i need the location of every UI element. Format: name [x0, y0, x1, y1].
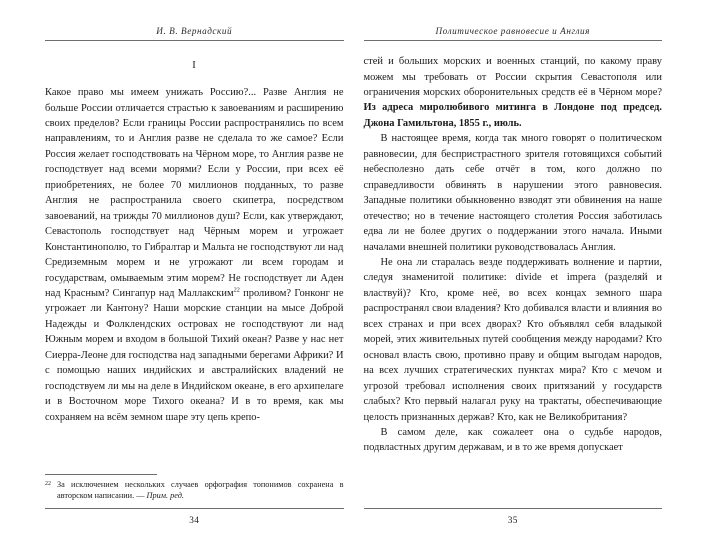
right-paragraph-3: Не она ли старалась везде поддерживать волнение и партии, следуя знаменитой политике: divide et impera (разделяй и властвуй)? Кто, кроме неё, во всех концах земного шара распространял свои владения? Кто добивался власти и влияния во всех странах и при всех дворах? Кто объявлял себя владыкой морей, этих живительных путей сообщения между народами? Кто основал власть свою, противно праву и общим выгодам народов, на всех лучших стратегических пунктах мира? Кто с мечом и угрозой требовал исполнения своих притязаний у государств слабых? Кто первый налагал руку на трактаты, обеспечивающие целость признанных держав? Кто, как не Великобритания?	[363, 257, 662, 423]
footnote-number: 22	[45, 481, 51, 488]
section-number: I	[192, 60, 197, 72]
folio-rule-left	[45, 508, 344, 509]
footnote-text	[57, 479, 344, 502]
left-paragraph-1-text: Какое право мы имеем унижать Россию?... Разве Англия не больше России отличается страстью к завоеваниям и расширению своих пределов? Если границы России распространялись по всем направлениям, то и Англия разве не сделала то же самое? Если Россия желает господствовать на Чёрном море, то Англия разве не господствует над всеми морями? Если у России, при всех её приобретениях, не более 70 миллионов подданных, то разве Англия не распространила своего скипетра, посредством завоеваний, на трижды 70 миллионов душ? Если, как утверждают, Севастополь господствует над Чёрным морем и угрожает Константинополю, то Гибралтар и Мальта не господствуют ли над Средиземным морем и не угрожают ли всем городам и государствам, омываемым этим морем? Не господствует ли Аден над Красным? Сингапур над Маллакским	[45, 87, 344, 299]
footnote-text-main: За исключением нескольких случаев орфография топонимов сохранена в авторском написании. —	[57, 479, 344, 501]
right-page	[354, 0, 707, 540]
running-head-right: Политическое равновесие и Англия	[435, 26, 590, 36]
left-page-body	[45, 41, 344, 502]
running-head-left: И. В. Вернадский	[156, 26, 233, 36]
folio-rule-right	[364, 508, 663, 509]
left-page-footer	[45, 502, 344, 526]
right-paragraph-1-text: стей и больших морских и военных станций, по какому праву можем мы требовать от России скрытия Севастополя или ограничения морских оборонительных средств её в Чёрном море?	[363, 56, 662, 99]
left-page-header	[45, 26, 344, 41]
left-paragraph-1-continued: проливом? Гонконг не угрожает ли Кантону? Наши морские станции на мысе Доброй Надежды и Фолклендских островах не господствуют ли над Южным морем и входом в большой Тихий океан? Разве у нас нет Сиерра-Леоне для господства над западными берегами Африки? И с помощью наших индийских и австралийских владений не господствуем ли мы на деле в Индийском океане, в его архипелаге и в Восточном море Тихого океана? И в то время, как мы сохраняем на всём земном шаре эту цепь крепо-	[45, 288, 344, 423]
footnote-entry	[45, 479, 344, 502]
right-paragraph-2: В настоящее время, когда так много говорят о политическом равновесии, для беспристрастного зрителя готовящихся событий небесполезно дать себе отчёт в том, кого должно по справедливости обвинять в нарушении этого равновесия. Западные политики обыкновенно взводят эти обвинения на наше отечество; но в течение настоящего столетия Россия заботилась едва ли не более других о поддержании этого начала. Иными началами внешней политики руководствовалась Англия.	[363, 133, 662, 253]
footnote-editor-note: Прим. ред.	[146, 491, 184, 501]
footnote-block	[45, 472, 344, 502]
footnote-reference-22[interactable]: 22	[233, 286, 240, 294]
source-attribution: Из адреса миролюбивого митинга в Лондоне под председ. Джона Гамильтона, 1855 г., июль.	[363, 102, 662, 129]
right-paragraph-4: В самом деле, как сожалеет она о судьбе народов, подвластных другим державам, и в то же время допускает	[363, 426, 662, 454]
right-paragraph-1	[364, 54, 663, 131]
right-page-header	[364, 26, 663, 41]
footnote-separator-rule	[45, 474, 157, 475]
right-page-footer	[364, 502, 663, 526]
left-paragraph-1	[45, 85, 344, 425]
page-number-left: 34	[189, 516, 200, 526]
page-number-right: 35	[507, 516, 518, 526]
right-page-body	[364, 41, 663, 502]
